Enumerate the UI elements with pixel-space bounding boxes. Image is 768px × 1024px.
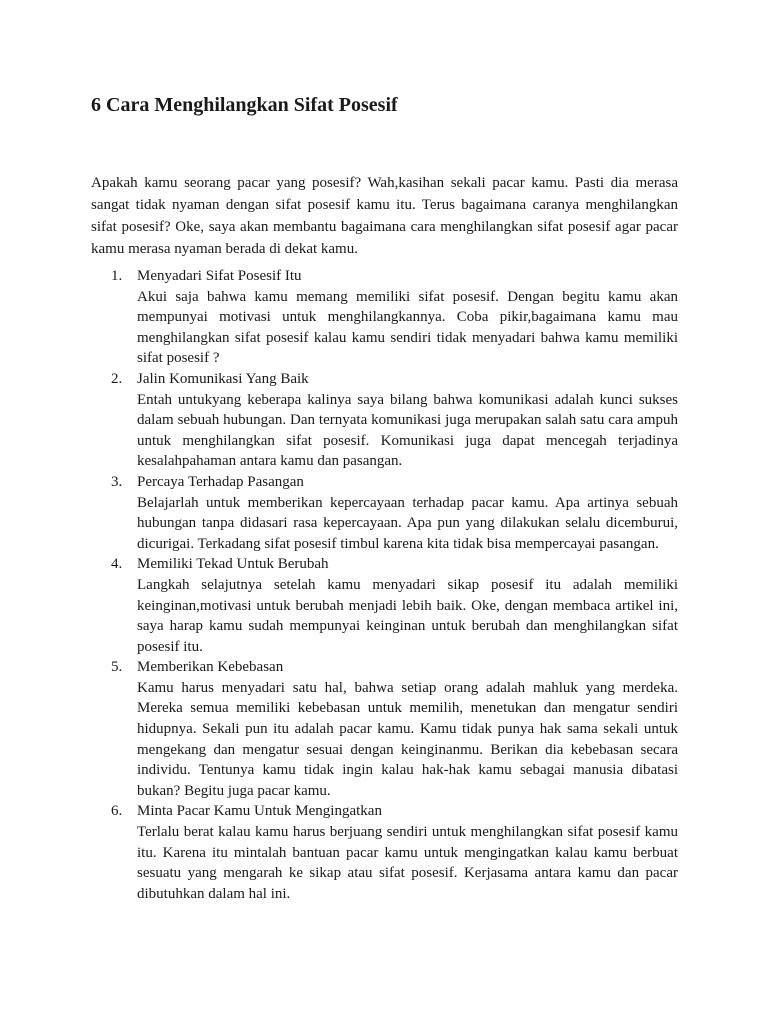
step-heading: Minta Pacar Kamu Untuk Mengingatkan — [137, 803, 382, 820]
step-heading: Memberikan Kebebasan — [137, 659, 284, 676]
list-item — [91, 472, 678, 554]
step-heading: Menyadari Sifat Posesif Itu — [137, 268, 302, 284]
step-body: Akui saja bahwa kamu memang memiliki sifat posesif. Dengan begitu kamu akan mempunyai motivasi untuk menghilangkannya. Coba pikir,bagaimana kamu mau menghilangkan sifat posesif kalau kamu sendiri tidak menyadari bahwa kamu memiliki sifat posesif ? — [137, 288, 678, 367]
step-heading: Jalin Komunikasi Yang Baik — [137, 370, 309, 387]
step-body: Langkah selajutnya setelah kamu menyadari sikap posesif itu adalah memiliki keinginan,motivasi untuk berubah menjadi lebih baik. Oke, dengan membaca artikel ini, saya harap kamu sudah mempunyai keinginan untuk berubah dan menghilangkan sifat posesif itu. — [137, 576, 678, 655]
step-number: 4. — [111, 556, 123, 573]
list-item — [91, 801, 678, 904]
steps-list — [91, 266, 678, 904]
step-heading: Memiliki Tekad Untuk Berubah — [137, 556, 329, 573]
list-item — [91, 369, 678, 472]
page-title: 6 Cara Menghilangkan Sifat Posesif — [91, 94, 398, 116]
step-number: 3. — [111, 473, 123, 490]
step-body: Belajarlah untuk memberikan kepercayaan terhadap pacar kamu. Apa artinya sebuah hubungan tanpa didasari rasa kepercayaan. Apa pun yang dilakukan selalu dicemburui, dicurigai. Terkadang sifat posesif timbul karena kita tidak bisa mempercayai pasangan. — [137, 494, 678, 552]
step-number: 5. — [111, 659, 123, 676]
list-item — [91, 266, 678, 369]
step-number: 1. — [111, 268, 123, 284]
step-body: Kamu harus menyadari satu hal, bahwa setiap orang adalah mahluk yang merdeka. Mereka semua memiliki kebebasan untuk memilih, menetukan dan mengatur sendiri hidupnya. Sekali pun itu adalah pacar kamu. Kamu tidak punya hak sama sekali untuk mengekang dan mengatur sesuai dengan keinginanmu. Berikan dia kebebasan secara individu. Tentunya kamu tidak ingin kalau hak-hak kamu sebagai manusia dibatasi bukan? Begitu juga pacar kamu. — [137, 679, 678, 799]
list-item — [91, 554, 678, 657]
step-body: Entah untukyang keberapa kalinya saya bilang bahwa komunikasi adalah kunci sukses dalam sebuah hubungan. Dan ternyata komunikasi juga merupakan salah satu cara ampuh untuk menghilangkan sifat posesif. Komunikasi juga dapat mencegah terjadinya kesalahpahaman antara kamu dan pasangan. — [137, 391, 678, 470]
step-number: 2. — [111, 370, 123, 387]
list-item — [91, 657, 678, 801]
step-heading: Percaya Terhadap Pasangan — [137, 473, 304, 490]
step-number: 6. — [111, 803, 123, 820]
step-body: Terlalu berat kalau kamu harus berjuang sendiri untuk menghilangkan sifat posesif kamu itu. Karena itu mintalah bantuan pacar kamu untuk mengingatkan kalau kamu berbuat sesuatu yang mengarah ke sikap atau sifat posesif. Kerjasama antara kamu dan pacar dibutuhkan dalam hal ini. — [137, 824, 678, 902]
intro-paragraph: Apakah kamu seorang pacar yang posesif? Wah,kasihan sekali pacar kamu. Pasti dia merasa sangat tidak nyaman dengan sifat posesif kamu itu. Terus bagaimana caranya menghilangkan sifat posesif? Oke, saya akan membantu bagaimana cara menghilangkan sifat posesif agar pacar kamu merasa nyaman berada di dekat kamu. — [91, 175, 678, 257]
